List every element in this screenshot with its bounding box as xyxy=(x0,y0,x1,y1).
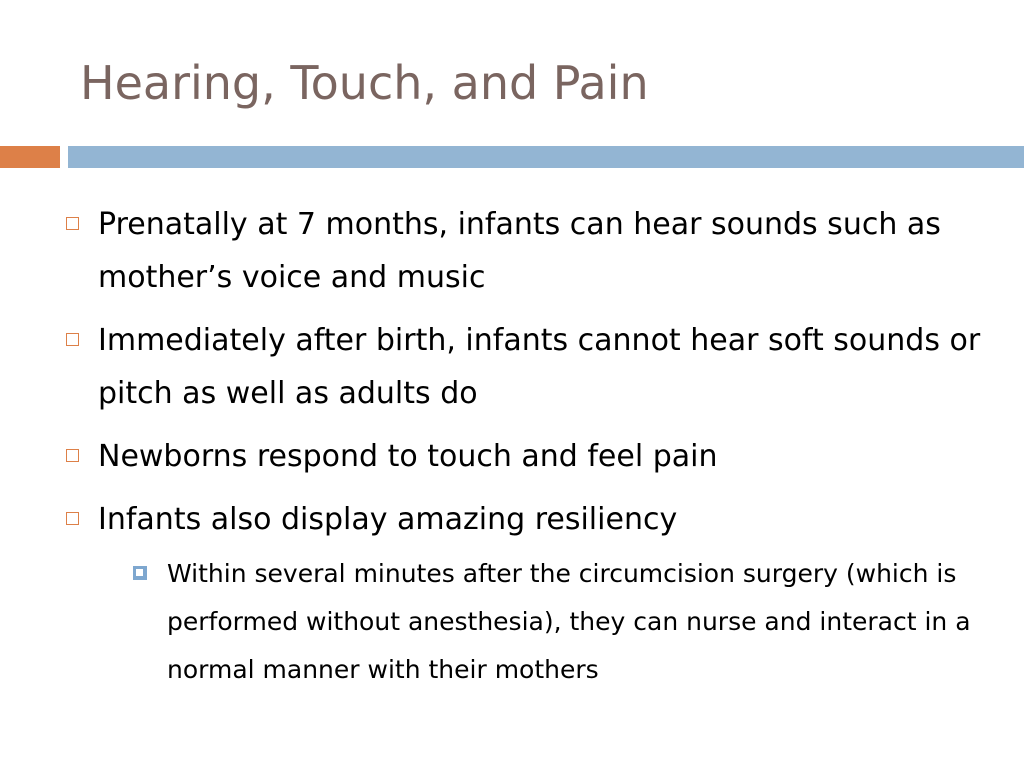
bullet-text: Immediately after birth, infants cannot hear soft sounds or pitch as well as adults do xyxy=(98,323,981,411)
title-divider-bar xyxy=(68,146,1024,168)
slide-title: Hearing, Touch, and Pain xyxy=(80,56,649,110)
filled-square-bullet-icon xyxy=(133,566,147,580)
sub-bullet-item xyxy=(133,550,997,694)
hollow-square-bullet-icon xyxy=(66,333,79,346)
title-accent-bar xyxy=(0,146,60,168)
bullet-item xyxy=(62,314,992,420)
bullet-text: Prenatally at 7 months, infants can hear sounds such as mother’s voice and music xyxy=(98,207,941,295)
bullet-item xyxy=(62,493,992,546)
bullet-list xyxy=(62,198,992,694)
hollow-square-bullet-icon xyxy=(66,217,79,230)
bullet-text: Infants also display amazing resiliency xyxy=(98,502,678,537)
hollow-square-bullet-icon xyxy=(66,512,79,525)
bullet-item xyxy=(62,430,992,483)
bullet-text: Newborns respond to touch and feel pain xyxy=(98,439,718,474)
bullet-item xyxy=(62,198,992,304)
sub-bullet-text: Within several minutes after the circumcision surgery (which is performed without anesthesia), they can nurse and interact in a normal manner with their mothers xyxy=(167,559,971,684)
hollow-square-bullet-icon xyxy=(66,449,79,462)
